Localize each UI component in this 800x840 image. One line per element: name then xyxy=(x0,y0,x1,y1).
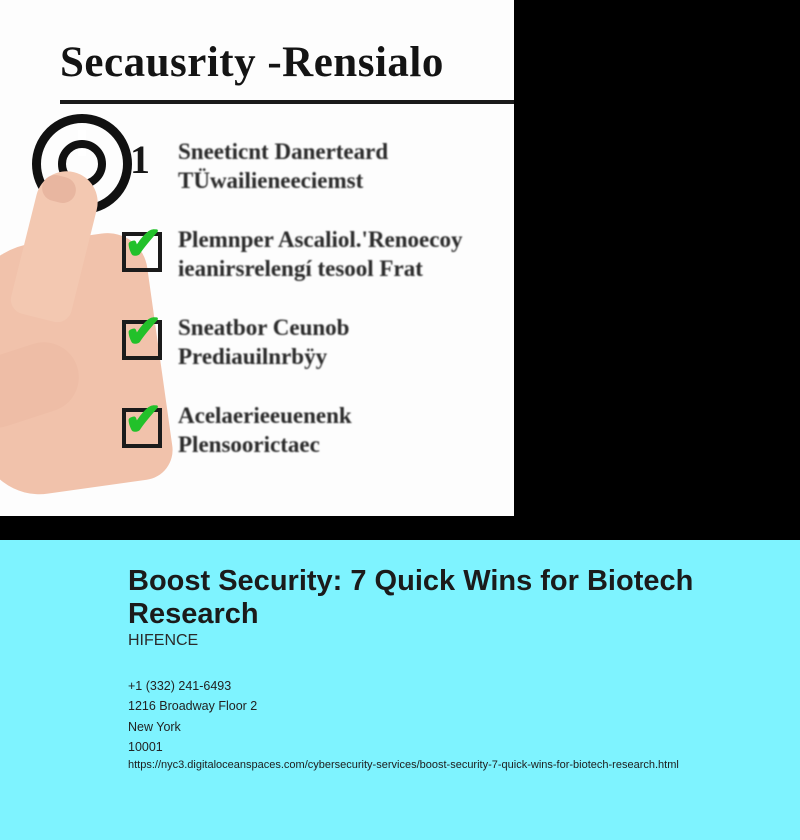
list-item xyxy=(122,217,492,316)
contact-info xyxy=(128,676,748,757)
list-item xyxy=(122,305,492,404)
checkbox-icon xyxy=(122,393,163,448)
content-block xyxy=(0,540,800,840)
page-title: Boost Security: 7 Quick Wins for Biotech Research xyxy=(128,565,694,630)
brand-name: HIFENCE xyxy=(128,632,199,649)
contact-address: 1216 Broadway Floor 2 xyxy=(128,699,258,714)
list-item xyxy=(122,137,492,228)
list-item-label: Plemnper Ascaliol.'Renoecoy ieanirsrelengí tesool Frat xyxy=(178,227,463,281)
list-item-label: Sneeticnt Danerteard TÜwailieneeciemst xyxy=(178,139,389,193)
check-icon: ✔ xyxy=(124,217,163,269)
list-marker-number: 1 xyxy=(130,137,150,182)
checkbox-icon xyxy=(122,217,163,272)
checklist xyxy=(122,137,492,492)
contact-zip: 10001 xyxy=(128,739,163,754)
list-item xyxy=(122,393,492,492)
checkbox-icon xyxy=(122,305,163,360)
source-url[interactable]: https://nyc3.digitaloceanspaces.com/cybersecurity-services/boost-security-7-quick-wins-for-biotech-research.html xyxy=(128,759,679,771)
list-item-label: Acelaerieeuenenk Plensoorictaec xyxy=(178,403,352,457)
check-icon: ✔ xyxy=(124,305,163,357)
hero-photo xyxy=(0,0,514,516)
photo-title: Secausrity -Rensialo xyxy=(60,39,444,86)
check-icon: ✔ xyxy=(124,393,163,445)
contact-phone: +1 (332) 241-6493 xyxy=(128,679,232,693)
photo-divider xyxy=(60,100,514,104)
list-item-label: Sneatbor Ceunob Prediauilnrbÿy xyxy=(178,315,350,369)
contact-city: New York xyxy=(128,719,181,734)
